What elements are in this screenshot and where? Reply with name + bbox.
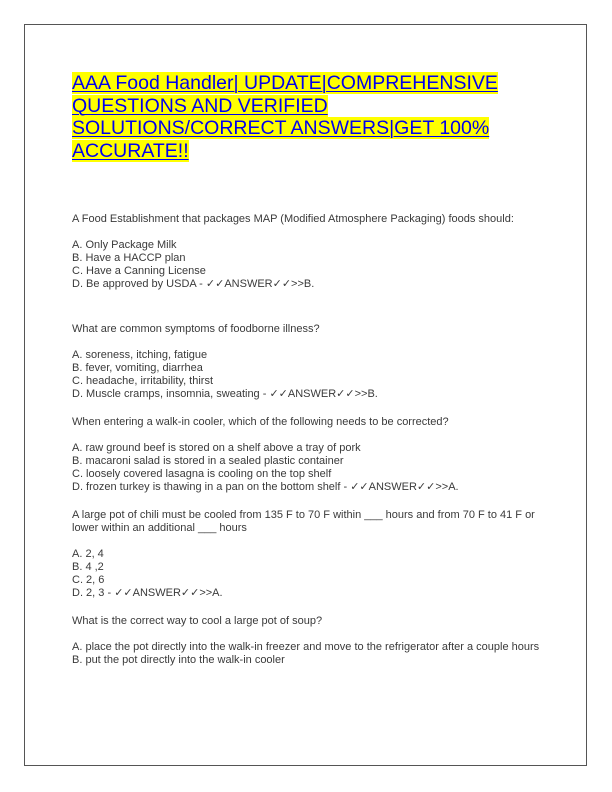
title-link-line-1[interactable]: AAA Food Handler| UPDATE|COMPREHENSIVE	[72, 72, 498, 94]
option-list	[72, 239, 552, 291]
option-c: C. headache, irritability, thirst	[72, 375, 214, 387]
option-c: C. loosely covered lasagna is cooling on the top shelf	[72, 468, 332, 480]
title-line	[72, 95, 542, 118]
question-block	[72, 213, 552, 291]
answer-text: ✓✓ANSWER✓✓>>B.	[269, 388, 378, 400]
option-b: B. macaroni salad is stored in a sealed plastic container	[72, 455, 344, 467]
option-d: D. 2, 3 -	[72, 587, 115, 599]
question-text: A Food Establishment that packages MAP (Modified Atmosphere Packaging) foods should:	[72, 213, 514, 225]
option-list	[72, 349, 552, 401]
title-line	[72, 72, 542, 95]
question-text: What are common symptoms of foodborne illness?	[72, 323, 320, 335]
option-d-with-answer	[72, 278, 552, 291]
question-list	[72, 213, 552, 667]
option-c: C. Have a Canning License	[72, 265, 206, 277]
document-title[interactable]	[72, 72, 542, 162]
answer-text: ✓✓ANSWER✓✓>>A.	[350, 481, 459, 493]
option-b: B. put the pot directly into the walk-in cooler	[72, 654, 285, 666]
title-link-line-2[interactable]: QUESTIONS AND VERIFIED	[72, 94, 328, 117]
option-c: C. 2, 6	[72, 574, 105, 586]
answer-text: ✓✓ANSWER✓✓>>B.	[205, 278, 315, 290]
question-block	[72, 615, 552, 667]
question-text: A large pot of chili must be cooled from 135 F to 70 F within ___ hours and from 70 F to 41 F or lower within an additional ___ hours	[72, 509, 535, 534]
title-line	[72, 140, 542, 163]
option-d: D. Be approved by USDA -	[72, 278, 206, 290]
option-d-with-answer	[72, 587, 552, 600]
option-list	[72, 641, 552, 667]
option-list	[72, 442, 552, 494]
question-text: When entering a walk-in cooler, which of the following needs to be corrected?	[72, 416, 449, 428]
title-link-line-4[interactable]: ACCURATE!!	[72, 139, 189, 162]
option-a: A. place the pot directly into the walk-in freezer and move to the refrigerator after a couple hours	[72, 641, 540, 653]
option-list	[72, 548, 552, 600]
option-b: B. fever, vomiting, diarrhea	[72, 362, 203, 374]
option-b: B. Have a HACCP plan	[72, 252, 186, 264]
question-block	[72, 509, 552, 600]
option-d: D. Muscle cramps, insomnia, sweating -	[72, 388, 270, 400]
answer-text: ✓✓ANSWER✓✓>>A.	[114, 587, 223, 599]
option-a: A. Only Package Milk	[72, 239, 177, 251]
option-d: D. frozen turkey is thawing in a pan on the bottom shelf -	[72, 481, 351, 493]
option-d-with-answer	[72, 388, 552, 401]
option-a: A. soreness, itching, fatigue	[72, 349, 208, 361]
question-block	[72, 416, 552, 494]
option-a: A. 2, 4	[72, 548, 104, 560]
question-text: What is the correct way to cool a large pot of soup?	[72, 615, 323, 627]
title-link-line-3[interactable]: SOLUTIONS/CORRECT ANSWERS|GET 100%	[72, 117, 490, 139]
question-block	[72, 323, 552, 401]
title-line	[72, 117, 542, 140]
option-d-with-answer	[72, 481, 552, 494]
option-b: B. 4 ,2	[72, 561, 104, 573]
option-a: A. raw ground beef is stored on a shelf above a tray of pork	[72, 442, 361, 454]
